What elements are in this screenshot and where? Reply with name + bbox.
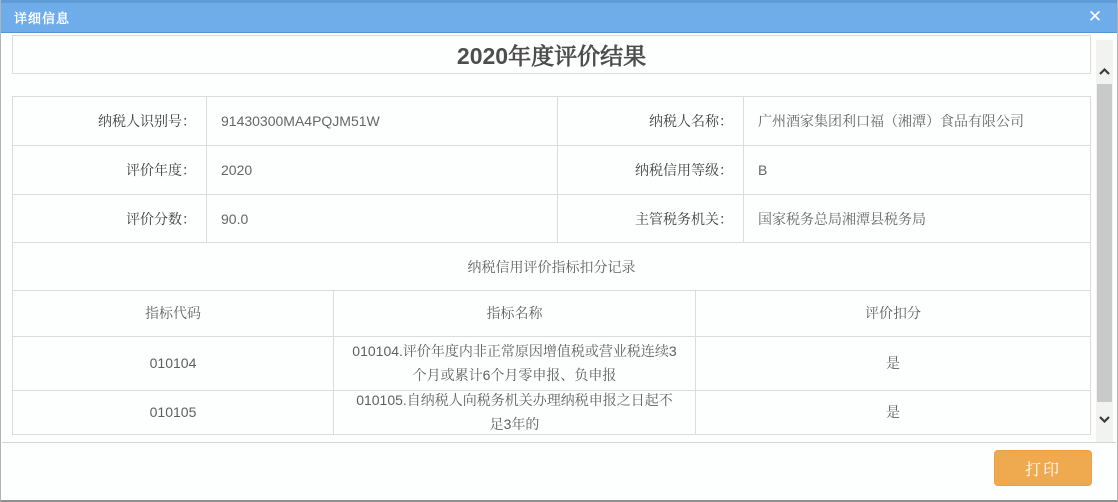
page-title: 2020年度评价结果 xyxy=(456,43,647,69)
dialog-footer xyxy=(2,442,1116,498)
col-header-indicator-code: 指标代码 xyxy=(13,291,334,336)
eval-deduction: 是 xyxy=(886,354,900,371)
tax-authority-value: 国家税务总局湘潭县税务局 xyxy=(758,210,926,227)
indicator-code: 010104 xyxy=(13,337,334,390)
eval-year-value: 2020 xyxy=(207,146,558,194)
evaluation-table xyxy=(12,96,1091,435)
scroll-down-icon[interactable] xyxy=(1096,412,1113,426)
taxpayer-name-value: 广州酒家集团利口福（湘潭）食品有限公司 xyxy=(758,113,1024,129)
table-row xyxy=(13,146,1090,195)
eval-score-value: 90.0 xyxy=(207,195,558,242)
eval-deduction: 是 xyxy=(886,403,900,420)
table-row xyxy=(13,97,1090,146)
indicator-name: 010105.自纳税人向税务机关办理纳税申报之日起不足3年的 xyxy=(334,391,696,434)
credit-grade-value: B xyxy=(758,162,768,178)
result-heading-box xyxy=(12,35,1091,74)
eval-score-label: 评价分数： xyxy=(13,195,207,242)
indicator-code: 010105 xyxy=(13,391,334,434)
close-icon[interactable]: ✕ xyxy=(1087,7,1103,26)
taxpayer-id-value: 91430300MA4PQJM51W xyxy=(207,97,558,145)
scrollbar-thumb[interactable] xyxy=(1097,84,1112,402)
scroll-up-icon[interactable] xyxy=(1096,64,1113,78)
table-row xyxy=(13,195,1090,243)
col-header-eval-deduction: 评价扣分 xyxy=(865,304,921,321)
credit-grade-label: 纳税信用等级： xyxy=(558,146,744,194)
taxpayer-id-label: 纳税人识别号： xyxy=(13,97,207,145)
indicator-name: 010104.评价年度内非正常原因增值税或营业税连续3个月或累计6个月零申报、负申报 xyxy=(334,337,696,390)
table-row xyxy=(13,391,1090,434)
col-header-indicator-name: 指标名称 xyxy=(334,291,696,336)
dialog-titlebar xyxy=(1,3,1117,33)
print-button[interactable]: 打印 xyxy=(994,450,1092,486)
deduction-header-row xyxy=(13,291,1090,337)
taxpayer-name-label: 纳税人名称： xyxy=(558,97,744,145)
dialog-content xyxy=(2,33,1116,442)
vertical-scrollbar[interactable] xyxy=(1096,40,1113,446)
tax-authority-label: 主管税务机关： xyxy=(558,195,744,242)
eval-year-label: 评价年度： xyxy=(13,146,207,194)
table-row xyxy=(13,337,1090,391)
deduction-section-title: 纳税信用评价指标扣分记录 xyxy=(13,243,1090,291)
dialog-title: 详细信息 xyxy=(14,11,71,26)
